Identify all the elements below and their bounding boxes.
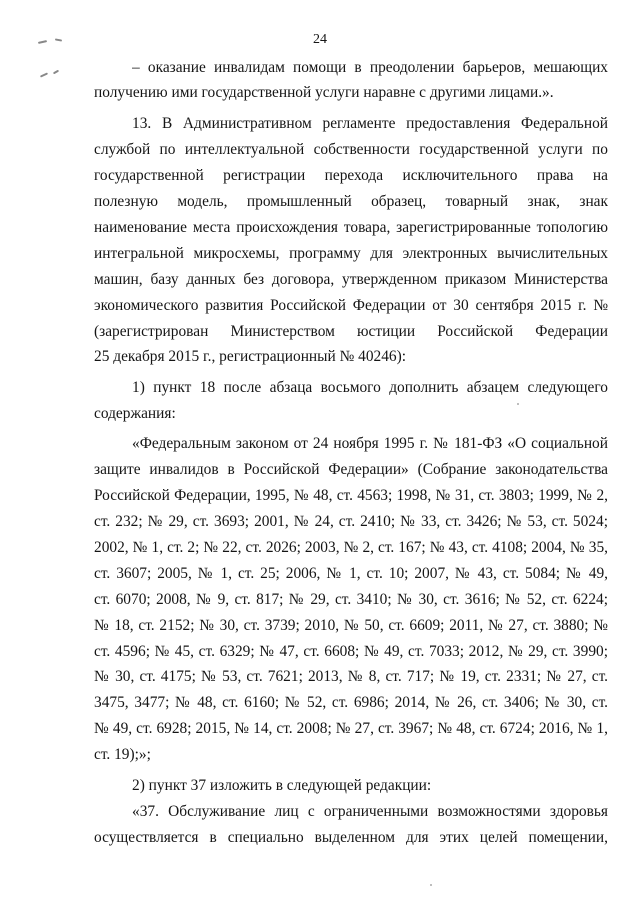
text-line: № 49, ст. 6928; 2015, № 14, ст. 2008; № 27, ст. 3967; № 48, ст. 6724; 2016, № 1, bbox=[94, 720, 608, 737]
text-line: интегральной микросхемы, программу для электронных вычислительных bbox=[94, 245, 608, 262]
text-line: ст. 3607; 2005, № 1, ст. 25; 2006, № 1, ст. 10; 2007, № 43, ст. 5084; № 49, bbox=[94, 565, 608, 582]
text-line: ст. 19);»; bbox=[94, 746, 151, 763]
text-line: наименование места происхождения товара, зарегистрированные топологию bbox=[94, 219, 608, 236]
text-line: 3475, 3477; № 48, ст. 6160; № 52, ст. 6986; 2014, № 26, ст. 3406; № 30, ст. bbox=[94, 694, 608, 711]
text-line: № 30, ст. 4175; № 53, ст. 7621; 2013, № 8, ст. 717; № 19, ст. 2331; № 27, ст. bbox=[94, 668, 608, 685]
text-line: «37. Обслуживание лиц с ограниченными возможностями здоровья bbox=[132, 803, 608, 820]
text-line: полезную модель, промышленный образец, товарный знак, знак bbox=[94, 193, 608, 210]
text-line: защите инвалидов в Российской Федерации» (Собрание законодательства bbox=[94, 461, 608, 478]
text-line: ст. 232; № 29, ст. 3693; 2001, № 24, ст. 2410; № 33, ст. 3426; № 53, ст. 5024; bbox=[94, 513, 608, 530]
text-line: (зарегистрирован Министерством юстиции Российской Федерации bbox=[94, 323, 608, 340]
page-number: 24 bbox=[313, 32, 327, 47]
text-line: 2) пункт 37 изложить в следующей редакции: bbox=[132, 777, 432, 794]
text-line: 1) пункт 18 после абзаца восьмого дополнить абзацем следующего bbox=[132, 379, 608, 396]
text-line: машин, базу данных без договора, утвержденном приказом Министерства bbox=[94, 271, 608, 288]
scan-artifact bbox=[40, 72, 48, 77]
text-line: осуществляется в специально выделенном для этих целей помещении, bbox=[94, 829, 608, 846]
text-line: содержания: bbox=[94, 405, 176, 422]
text-line: «Федеральным законом от 24 ноября 1995 г. № 181-ФЗ «О социальной bbox=[132, 435, 608, 452]
scan-artifact bbox=[430, 884, 432, 886]
text-line: 2002, № 1, ст. 2; № 22, ст. 2026; 2003, № 2, ст. 167; № 43, ст. 4108; 2004, № 35, bbox=[94, 539, 608, 556]
text-line: Российской Федерации, 1995, № 48, ст. 4563; 1998, № 31, ст. 3803; 1999, № 2, bbox=[94, 487, 608, 504]
text-line: ст. 4596; № 45, ст. 6329; № 47, ст. 6608; № 49, ст. 7033; 2012, № 29, ст. 3990; bbox=[94, 643, 608, 660]
text-line: государственной регистрации перехода исключительного права на bbox=[94, 167, 608, 184]
text-line: 13. В Административном регламенте предоставления Федеральной bbox=[132, 115, 608, 132]
text-line: ст. 6070; 2008, № 9, ст. 817; № 29, ст. 3410; № 30, ст. 3616; № 52, ст. 6224; bbox=[94, 591, 608, 608]
text-line: № 18, ст. 2152; № 30, ст. 3739; 2010, № 50, ст. 6609; 2011, № 27, ст. 3880; № bbox=[94, 617, 608, 634]
text-line: получению ими государственной услуги наравне с другими лицами.». bbox=[94, 84, 554, 101]
text-line: 25 декабря 2015 г., регистрационный № 40246): bbox=[94, 348, 406, 365]
scan-artifact bbox=[53, 70, 59, 75]
text-line: – оказание инвалидам помощи в преодолении барьеров, мешающих bbox=[132, 59, 608, 76]
text-line: экономического развития Российской Федерации от 30 сентября 2015 г. № bbox=[94, 297, 608, 314]
text-line: службой по интеллектуальной собственности государственной услуги по bbox=[94, 141, 608, 158]
